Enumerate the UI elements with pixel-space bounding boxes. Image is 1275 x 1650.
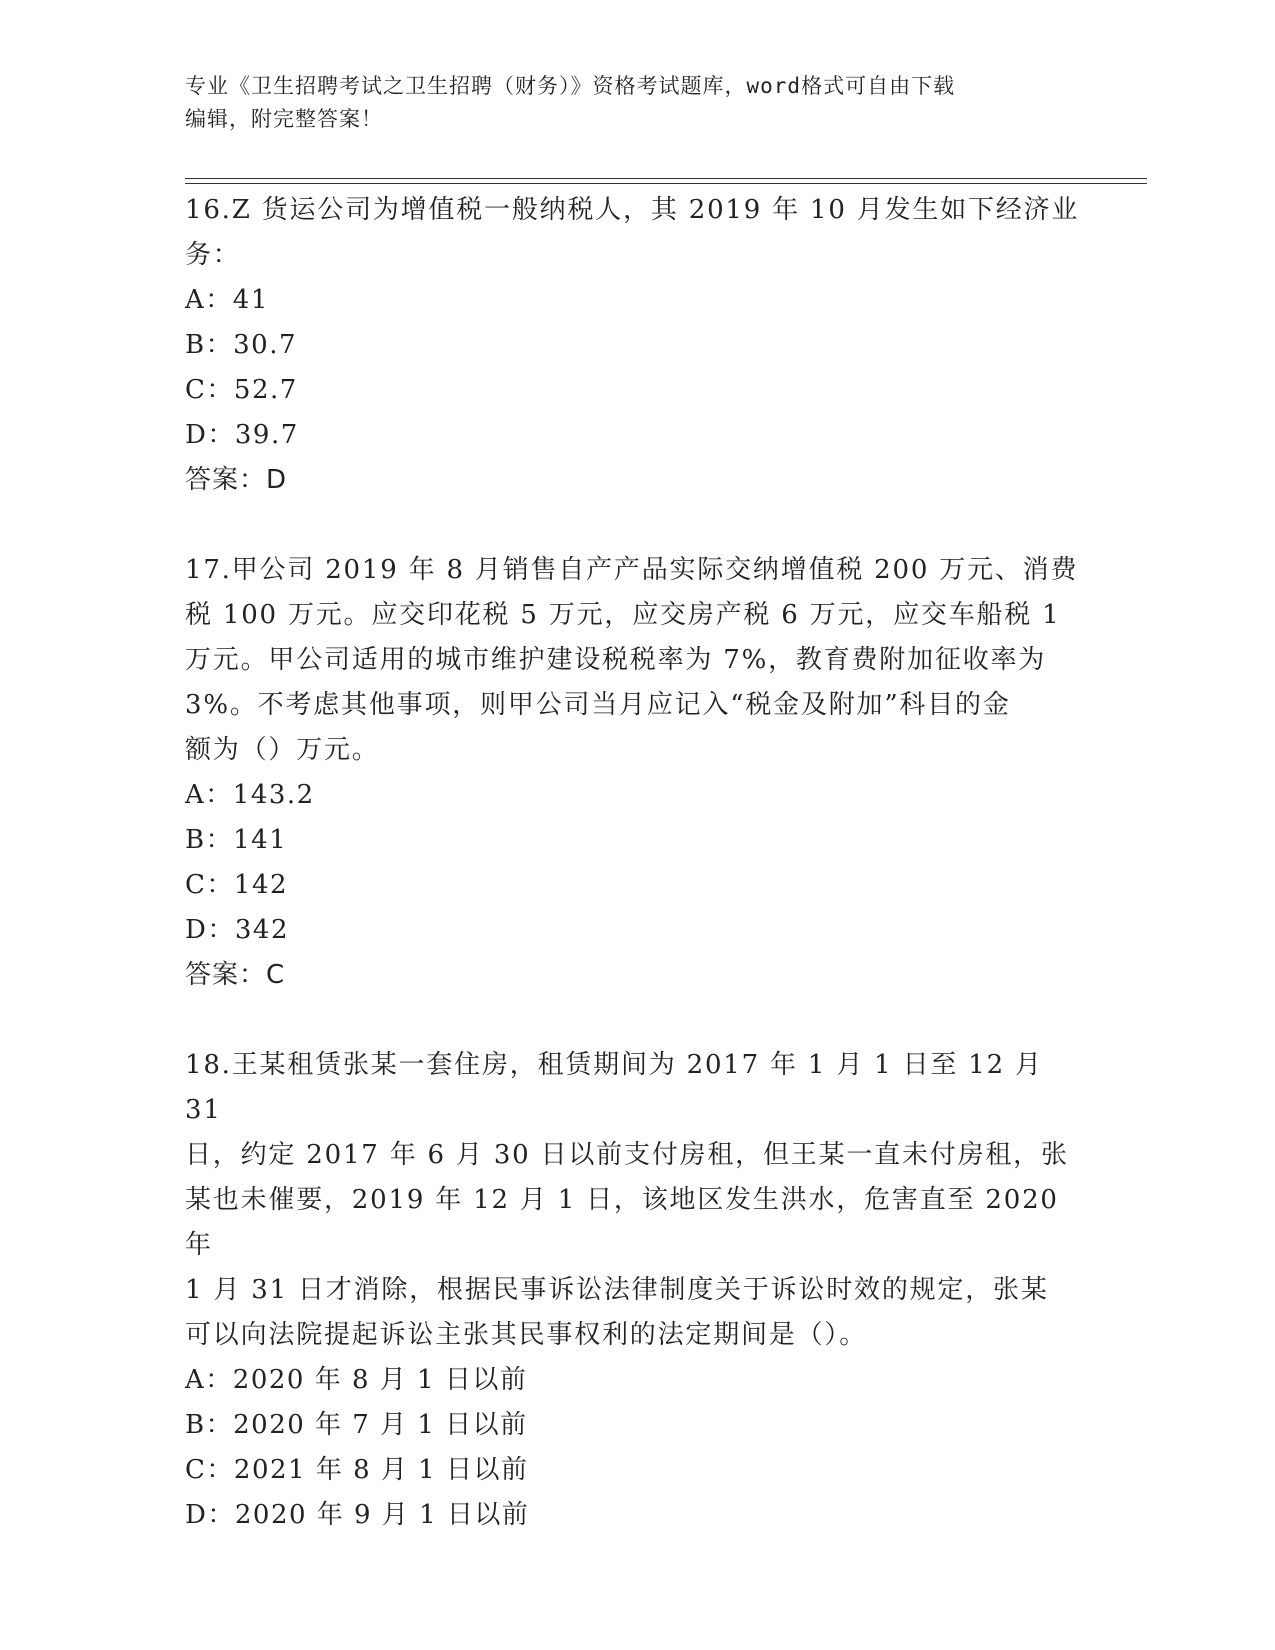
option-text: 2020 年 8 月 1 日以前 xyxy=(232,1365,528,1395)
option-text: 2020 年 7 月 1 日以前 xyxy=(233,1410,528,1440)
question-stem-line: 16.Z 货运公司为增值税一般纳税人，其 2019 年 10 月发生如下经济业 xyxy=(185,195,1080,225)
option-key: D： xyxy=(185,1500,235,1530)
option-text: 342 xyxy=(234,915,289,945)
option-text: 30.7 xyxy=(233,330,297,360)
answer-line: 答案：D xyxy=(185,465,288,495)
option-a xyxy=(185,773,1085,818)
option-b xyxy=(185,818,1085,863)
question-stem-line: 1 月 31 日才消除，根据民事诉讼法律制度关于诉讼时效的规定，张某 xyxy=(185,1275,1049,1305)
question-stem-line: 日，约定 2017 年 6 月 30 日以前支付房租，但王某一直未付房租，张 xyxy=(185,1140,1069,1170)
option-text: 143.2 xyxy=(232,780,315,810)
option-c xyxy=(185,1448,1085,1493)
option-text: 2020 年 9 月 1 日以前 xyxy=(234,1500,530,1530)
option-text: 41 xyxy=(232,285,269,315)
question-stem-line: 18.王某租赁张某一套住房，租赁期间为 2017 年 1 月 1 日至 12 月 31 xyxy=(185,1050,1043,1125)
question-stem-line: 3%。不考虑其他事项，则甲公司当月应记入“税金及附加”科目的金 xyxy=(185,690,1011,720)
option-d xyxy=(185,413,1085,458)
header-divider-top xyxy=(185,178,1147,179)
question-stem-line: 税 100 万元。应交印花税 5 万元，应交房产税 6 万元，应交车船税 1 xyxy=(185,600,1061,630)
question-stem-line: 某也未催要，2019 年 12 月 1 日，该地区发生洪水，危害直至 2020 年 xyxy=(185,1185,1059,1260)
question-stem-line: 额为（）万元。 xyxy=(185,735,380,765)
option-text: 141 xyxy=(233,825,288,855)
option-c xyxy=(185,863,1085,908)
option-key: C： xyxy=(185,870,234,900)
question-18 xyxy=(185,1043,1085,1538)
option-c xyxy=(185,368,1085,413)
option-key: B： xyxy=(185,1410,234,1440)
option-key: A： xyxy=(185,1365,233,1395)
option-d xyxy=(185,1493,1085,1538)
question-stem-line: 万元。甲公司适用的城市维护建设税税率为 7%，教育费附加征收率为 xyxy=(185,645,1047,675)
option-key: A： xyxy=(185,780,233,810)
header-line-1: 专业《卫生招聘考试之卫生招聘（财务）》资格考试题库，word格式可自由下载 xyxy=(185,74,956,98)
option-key: A： xyxy=(185,285,233,315)
option-key: B： xyxy=(185,330,234,360)
option-text: 2021 年 8 月 1 日以前 xyxy=(233,1455,529,1485)
option-text: 39.7 xyxy=(234,420,299,450)
option-text: 52.7 xyxy=(233,375,298,405)
document-header xyxy=(185,70,1065,136)
option-b xyxy=(185,1403,1085,1448)
question-stem-line: 可以向法院提起诉讼主张其民事权利的法定期间是（）。 xyxy=(185,1320,868,1350)
header-divider-bottom xyxy=(185,183,1147,184)
question-17 xyxy=(185,548,1085,998)
question-16 xyxy=(185,188,1085,503)
question-stem-line: 17.甲公司 2019 年 8 月销售自产产品实际交纳增值税 200 万元、消费 xyxy=(185,555,1079,585)
option-key: B： xyxy=(185,825,234,855)
question-list xyxy=(185,188,1085,1583)
option-key: C： xyxy=(185,375,234,405)
option-key: D： xyxy=(185,420,235,450)
question-stem-line: 务： xyxy=(185,240,241,270)
option-text: 142 xyxy=(233,870,289,900)
option-a xyxy=(185,1358,1085,1403)
option-d xyxy=(185,908,1085,953)
option-key: D： xyxy=(185,915,235,945)
option-key: C： xyxy=(185,1455,234,1485)
option-a xyxy=(185,278,1085,323)
option-b xyxy=(185,323,1085,368)
answer-line: 答案：C xyxy=(185,960,286,990)
header-line-2: 编辑，附完整答案！ xyxy=(185,107,383,131)
